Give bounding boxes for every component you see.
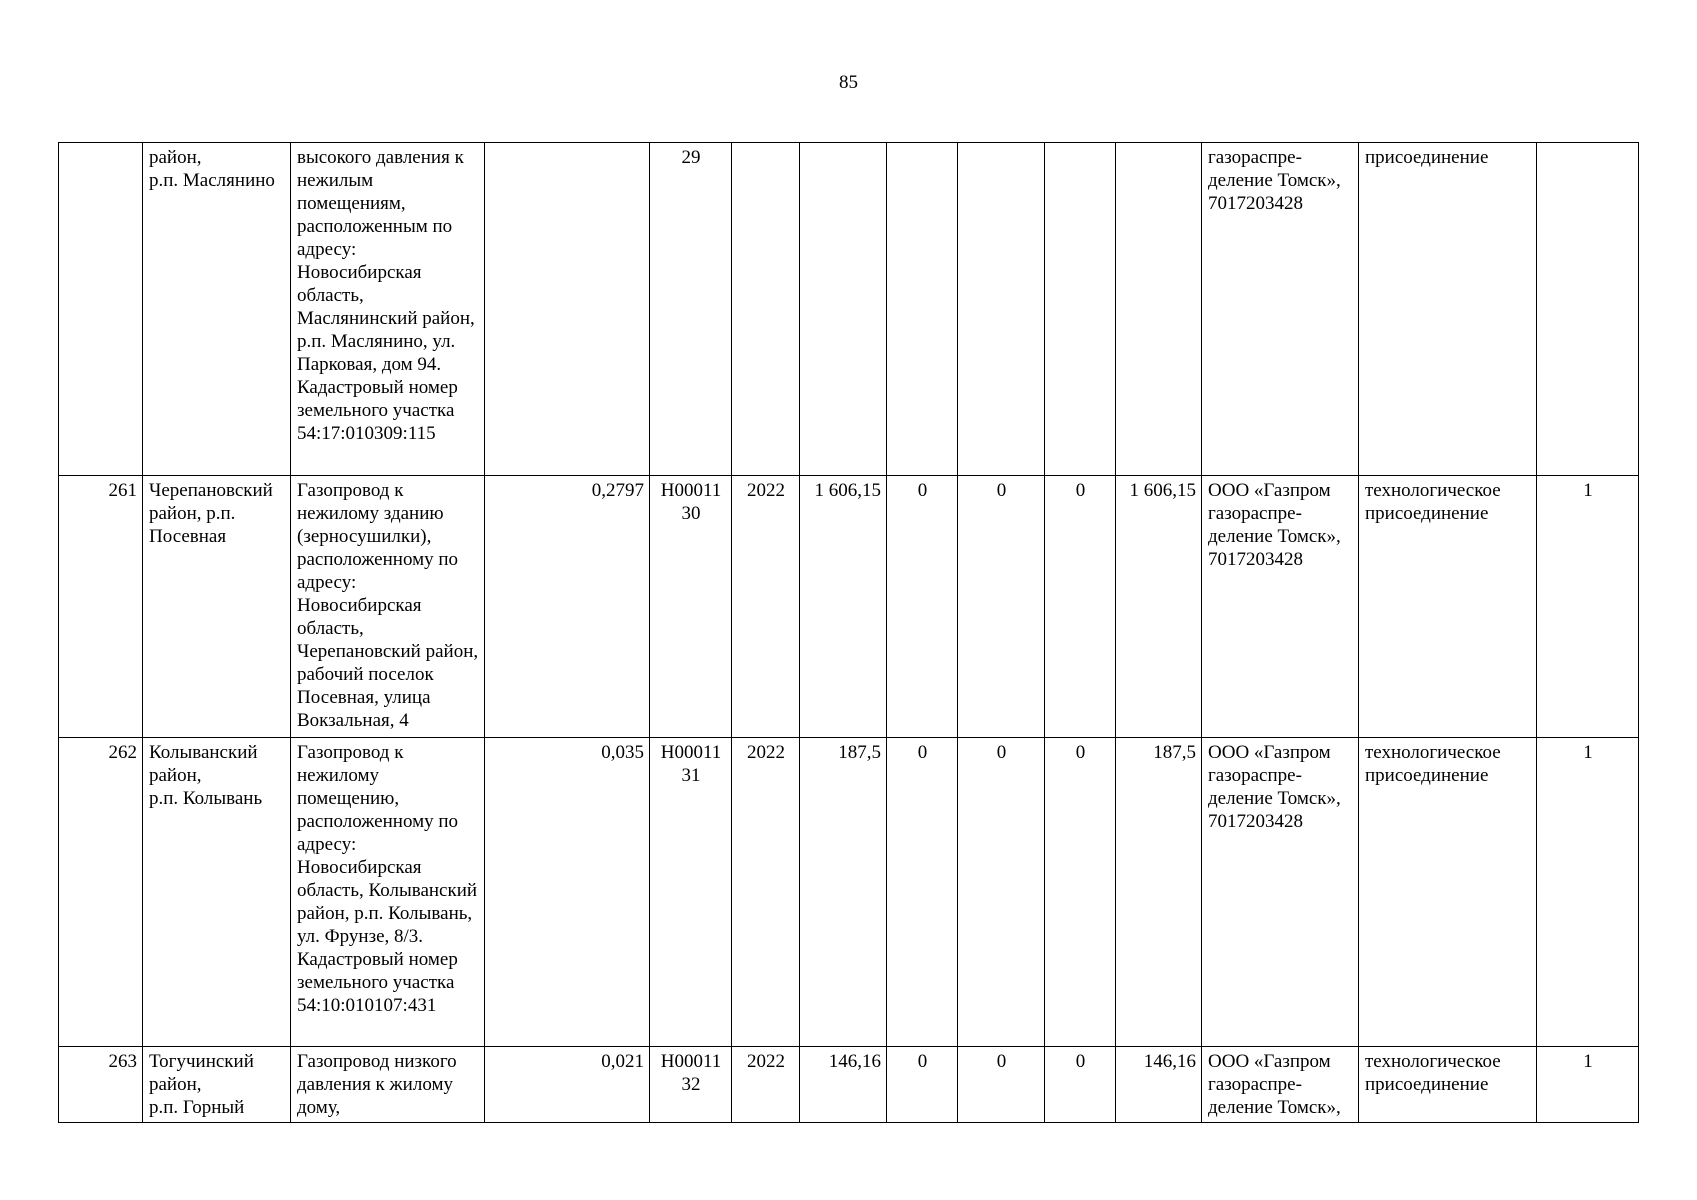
cell-object: высокого давления к нежилым помещениям, расположенным по адресу: Новосибирская область, Маслянинский район, р.п. Маслянино, ул. Парковая, дом 94. Кадастровый номер земельного участка 54:17:010309:115 bbox=[291, 143, 485, 476]
cell-year: 2022 bbox=[732, 476, 800, 738]
cell-number: 261 bbox=[59, 476, 143, 738]
cell-quantity: 1 bbox=[1537, 1047, 1639, 1123]
cell-object: Газопровод к нежилому помещению, расположенному по адресу: Новосибирская область, Колыванский район, р.п. Колывань, ул. Фрунзе, 8/3. Кадастровый номер земельного участка 54:10:010107:431 bbox=[291, 738, 485, 1047]
cell-district: Колыванский район, р.п. Колывань bbox=[143, 738, 291, 1047]
cell-year: 2022 bbox=[732, 1047, 800, 1123]
cell-object: Газопровод к нежилому зданию (зерносушилки), расположенному по адресу: Новосибирская область, Черепановский район, рабочий поселок Посевная, улица Вокзальная, 4 bbox=[291, 476, 485, 738]
cell-district: район, р.п. Маслянино bbox=[143, 143, 291, 476]
cell-value-4: 187,5 bbox=[1116, 738, 1202, 1047]
cell-value-2: 0 bbox=[958, 738, 1045, 1047]
cell-length: 0,035 bbox=[485, 738, 650, 1047]
cell-value-1 bbox=[887, 143, 958, 476]
cell-value-4: 146,16 bbox=[1116, 1047, 1202, 1123]
cell-district: Черепановский район, р.п. Посевная bbox=[143, 476, 291, 738]
cell-purpose: присоединение bbox=[1359, 143, 1537, 476]
cell-value-4 bbox=[1116, 143, 1202, 476]
cell-organization: ООО «Газпром газораспре- деление Томск», 7017203428 bbox=[1202, 738, 1359, 1047]
cell-value-3: 0 bbox=[1045, 1047, 1116, 1123]
cell-code: Н00011 31 bbox=[650, 738, 732, 1047]
cell-value-3 bbox=[1045, 143, 1116, 476]
cell-length: 0,2797 bbox=[485, 476, 650, 738]
cell-organization: ООО «Газпром газораспре- деление Томск», bbox=[1202, 1047, 1359, 1123]
cell-length bbox=[485, 143, 650, 476]
cell-value-2 bbox=[958, 143, 1045, 476]
cell-value-4: 1 606,15 bbox=[1116, 476, 1202, 738]
cell-value-1: 0 bbox=[887, 476, 958, 738]
cell-value-2: 0 bbox=[958, 476, 1045, 738]
cell-number: 263 bbox=[59, 1047, 143, 1123]
cell-total: 146,16 bbox=[800, 1047, 887, 1123]
page-number: 85 bbox=[839, 72, 858, 93]
cell-value-1: 0 bbox=[887, 738, 958, 1047]
cell-value-3: 0 bbox=[1045, 738, 1116, 1047]
cell-code: Н00011 30 bbox=[650, 476, 732, 738]
cell-length: 0,021 bbox=[485, 1047, 650, 1123]
cell-organization: газораспре- деление Томск», 7017203428 bbox=[1202, 143, 1359, 476]
cell-organization: ООО «Газпром газораспре- деление Томск», 7017203428 bbox=[1202, 476, 1359, 738]
cell-code: 29 bbox=[650, 143, 732, 476]
cell-object: Газопровод низкого давления к жилому дому, bbox=[291, 1047, 485, 1123]
cell-code: Н00011 32 bbox=[650, 1047, 732, 1123]
cell-number bbox=[59, 143, 143, 476]
cell-year bbox=[732, 143, 800, 476]
cell-total: 187,5 bbox=[800, 738, 887, 1047]
cell-value-1: 0 bbox=[887, 1047, 958, 1123]
cell-value-2: 0 bbox=[958, 1047, 1045, 1123]
cell-value-3: 0 bbox=[1045, 476, 1116, 738]
table-row bbox=[59, 738, 1639, 1047]
cell-quantity bbox=[1537, 143, 1639, 476]
table-row bbox=[59, 1047, 1639, 1123]
cell-purpose: технологическое присоединение bbox=[1359, 1047, 1537, 1123]
table-row bbox=[59, 143, 1639, 476]
cell-total: 1 606,15 bbox=[800, 476, 887, 738]
registry-table bbox=[58, 142, 1639, 1123]
cell-quantity: 1 bbox=[1537, 738, 1639, 1047]
cell-purpose: технологическое присоединение bbox=[1359, 738, 1537, 1047]
cell-district: Тогучинский район, р.п. Горный bbox=[143, 1047, 291, 1123]
cell-total bbox=[800, 143, 887, 476]
cell-quantity: 1 bbox=[1537, 476, 1639, 738]
cell-year: 2022 bbox=[732, 738, 800, 1047]
table-row bbox=[59, 476, 1639, 738]
cell-number: 262 bbox=[59, 738, 143, 1047]
cell-purpose: технологическое присоединение bbox=[1359, 476, 1537, 738]
